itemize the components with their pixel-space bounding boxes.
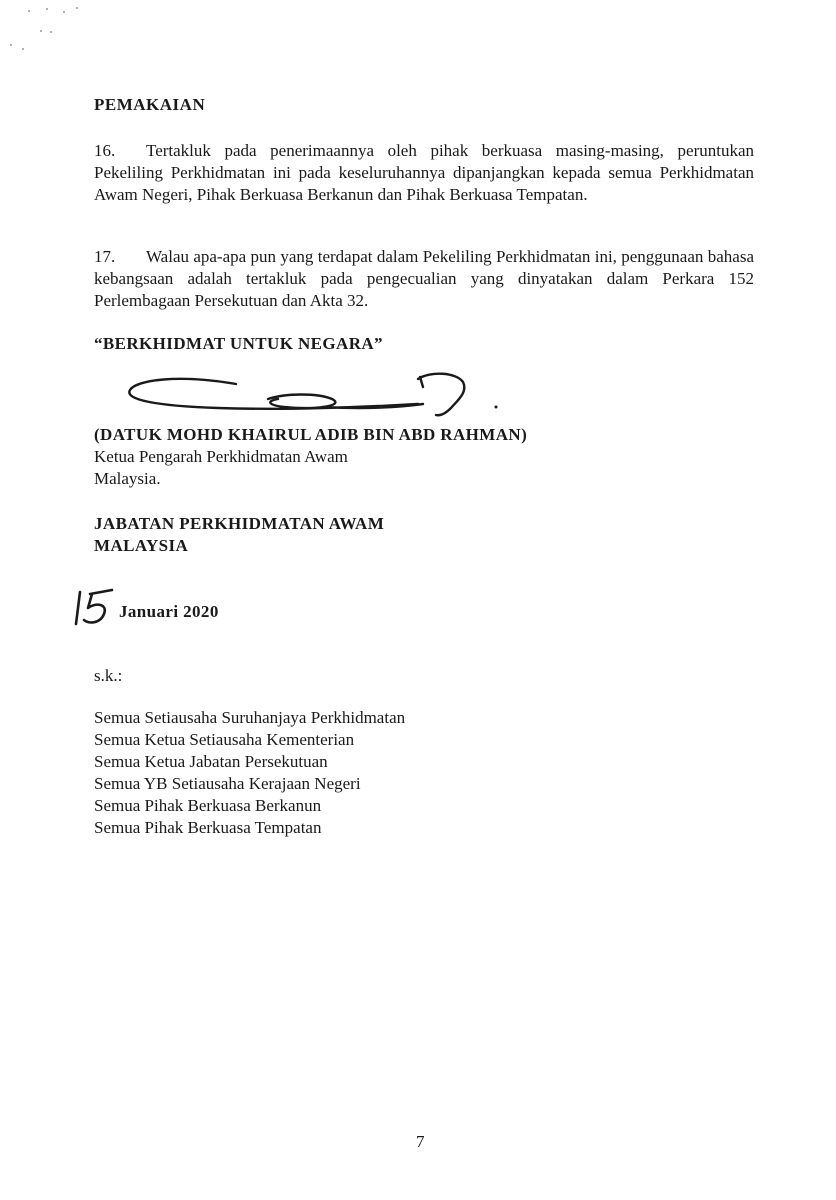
paragraph-number: 17. — [94, 247, 116, 266]
cc-label: s.k.: — [94, 666, 123, 685]
cc-list-item: Semua Pihak Berkuasa Berkanun — [94, 796, 322, 815]
cc-list-item: Semua Ketua Setiausaha Kementerian — [94, 730, 355, 749]
paragraph-17 — [94, 246, 754, 312]
signature-image — [118, 366, 508, 426]
date-month-year: Januari 2020 — [119, 602, 219, 621]
paragraph-16 — [94, 140, 754, 206]
signatory-title: Ketua Pengarah Perkhidmatan Awam — [94, 447, 348, 466]
cc-list — [94, 707, 405, 839]
section-heading: PEMAKAIAN — [94, 95, 206, 114]
motto: “BERKHIDMAT UNTUK NEGARA” — [94, 334, 383, 353]
signatory-name: (DATUK MOHD KHAIRUL ADIB BIN ABD RAHMAN) — [94, 425, 528, 444]
cc-list-item: Semua YB Setiausaha Kerajaan Negeri — [94, 774, 361, 793]
department-country: MALAYSIA — [94, 536, 189, 555]
page-number: 7 — [416, 1132, 425, 1151]
paragraph-text: Walau apa-apa pun yang terdapat dalam Pekeliling Perkhidmatan ini, penggunaan bahasa kebangsaan adalah tertakluk pada pengecualian yang dinyatakan dalam Perkara 152 Perlembagaan Persekutuan dan Akta 32. — [94, 247, 754, 310]
department-name: JABATAN PERKHIDMATAN AWAM — [94, 514, 385, 533]
paragraph-number: 16. — [94, 141, 116, 160]
cc-list-item: Semua Pihak Berkuasa Tempatan — [94, 818, 322, 837]
cc-list-item: Semua Setiausaha Suruhanjaya Perkhidmatan — [94, 708, 406, 727]
signatory-country: Malaysia. — [94, 469, 161, 488]
handwritten-day — [70, 586, 116, 628]
paragraph-text: Tertakluk pada penerimaannya oleh pihak berkuasa masing-masing, peruntukan Pekeliling Perkhidmatan ini pada keseluruhannya dipanjangkan kepada semua Perkhidmatan Awam Negeri, Pihak Berkuasa Berkanun dan Pihak Berkuasa Tempatan. — [94, 141, 754, 204]
cc-list-item: Semua Ketua Jabatan Persekutuan — [94, 752, 328, 771]
